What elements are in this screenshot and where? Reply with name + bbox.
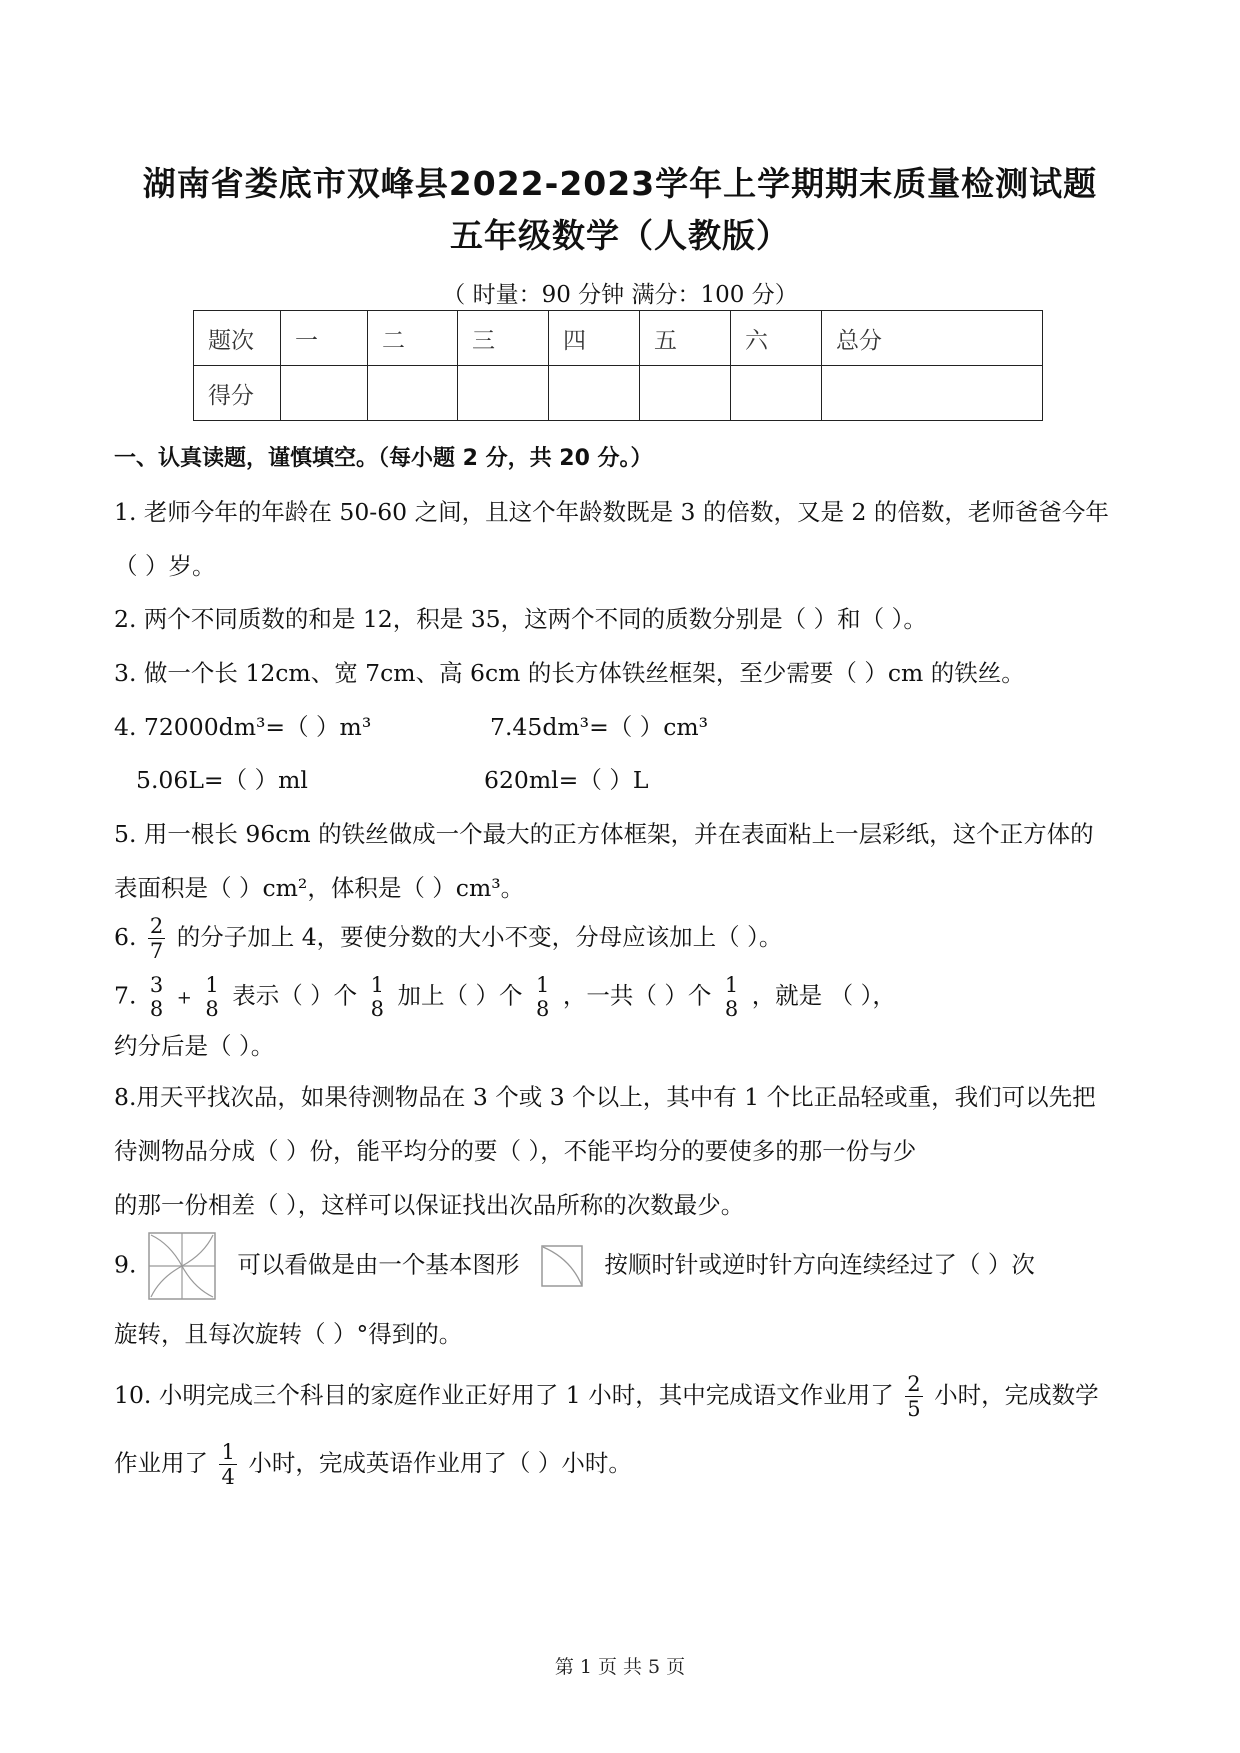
fraction-denominator: 8 xyxy=(536,997,550,1021)
question-9-number: 9. xyxy=(114,1250,137,1279)
question-4-part-4: 620ml=（ ）L xyxy=(484,766,649,794)
plus-sign: + xyxy=(176,987,192,1009)
question-7-text-2: 加上（ ）个 xyxy=(397,981,523,1010)
fraction-denominator: 8 xyxy=(205,997,219,1021)
question-1-line-2: （ ）岁。 xyxy=(114,552,216,580)
fraction-numerator: 2 xyxy=(907,1372,921,1396)
question-7-line-2: 约分后是（ ）。 xyxy=(114,1032,275,1060)
question-10-text-3: 作业用了 xyxy=(114,1449,208,1477)
question-9-line-1 xyxy=(114,1232,1035,1300)
fraction-denominator: 5 xyxy=(907,1397,921,1421)
question-10-line-2 xyxy=(114,1440,632,1489)
question-10-text-4: 小时，完成英语作业用了（ ）小时。 xyxy=(248,1449,632,1477)
exam-time-score-info: （ 时量：90 分钟 满分：100 分） xyxy=(442,282,798,308)
score-table-cell: 四 xyxy=(549,311,640,366)
question-5-line-1: 5. 用一根长 96cm 的铁丝做成一个最大的正方体框架，并在表面粘上一层彩纸，这个正方体的 xyxy=(114,820,1094,848)
section-heading: 一、认真读题，谨慎填空。（每小题 2 分，共 20 分。） xyxy=(114,446,653,471)
question-7-text-1: 表示（ ）个 xyxy=(232,981,358,1010)
score-table-score-row xyxy=(194,366,1043,421)
question-7-text-3: ，一共（ ）个 xyxy=(562,981,712,1010)
pinwheel-figure-icon xyxy=(148,1232,216,1300)
question-8-line-3: 的那一份相差（ ），这样可以保证找出次品所称的次数最少。 xyxy=(114,1191,745,1219)
question-10-text-2: 小时，完成数学 xyxy=(934,1381,1099,1409)
score-input-cell[interactable] xyxy=(731,366,822,421)
fraction-1-8 xyxy=(534,973,551,1021)
question-1-line-1: 1. 老师今年的年龄在 50-60 之间，且这个年龄数既是 3 的倍数，又是 2 的倍数，老师爸爸今年 xyxy=(114,498,1109,526)
score-table-cell: 得分 xyxy=(194,366,281,421)
fraction-3-8 xyxy=(148,973,165,1021)
fraction-numerator: 1 xyxy=(370,973,385,997)
fraction-numerator: 1 xyxy=(221,1440,235,1464)
fraction-numerator: 3 xyxy=(149,973,164,997)
fraction-denominator: 8 xyxy=(724,997,739,1021)
question-6-number: 6. xyxy=(114,923,137,951)
page-number: 第 1 页 共 5 页 xyxy=(554,1656,686,1678)
score-table-cell: 六 xyxy=(731,311,822,366)
question-4-part-1: 4. 72000dm³=（ ）m³ xyxy=(114,713,372,741)
question-9-text-2: 按顺时针或逆时针方向连续经过了（ ）次 xyxy=(604,1250,1035,1279)
question-10-text-1: 10. 小明完成三个科目的家庭作业正好用了 1 小时，其中完成语文作业用了 xyxy=(114,1381,894,1409)
fraction-denominator: 8 xyxy=(370,997,385,1021)
exam-subject-title: 五年级数学（人教版） xyxy=(450,216,790,255)
question-5-line-2: 表面积是（ ）cm²，体积是（ ）cm³。 xyxy=(114,874,525,902)
fraction-2-7 xyxy=(148,914,165,963)
question-4-part-2: 7.45dm³=（ ）cm³ xyxy=(490,713,709,741)
score-table-cell: 总分 xyxy=(822,311,1043,366)
score-table-cell: 题次 xyxy=(194,311,281,366)
fraction-numerator: 1 xyxy=(205,973,219,997)
question-7-line-1 xyxy=(114,973,896,1021)
question-3: 3. 做一个长 12cm、宽 7cm、高 6cm 的长方体铁丝框架，至少需要（ ）cm 的铁丝。 xyxy=(114,659,1025,687)
question-7-number: 7. xyxy=(114,981,137,1010)
question-6-text: 的分子加上 4，要使分数的大小不变，分母应该加上（ ）。 xyxy=(176,923,783,951)
score-table-cell: 三 xyxy=(458,311,549,366)
question-9-line-2: 旋转，且每次旋转（ ）°得到的。 xyxy=(114,1320,463,1348)
score-table-cell: 二 xyxy=(368,311,458,366)
question-10-line-1 xyxy=(114,1372,1099,1421)
question-8-line-2: 待测物品分成（ ）份，能平均分的要（ ），不能平均分的要使多的那一份与少 xyxy=(114,1137,917,1165)
question-6 xyxy=(114,914,782,963)
fraction-1-8 xyxy=(723,973,740,1021)
score-table-cell: 五 xyxy=(640,311,731,366)
score-input-cell[interactable] xyxy=(368,366,458,421)
fraction-numerator: 1 xyxy=(536,973,550,997)
basic-shape-icon xyxy=(541,1245,583,1287)
fraction-2-5 xyxy=(905,1372,922,1421)
question-9-text-1: 可以看做是由一个基本图形 xyxy=(237,1250,520,1279)
fraction-numerator: 1 xyxy=(724,973,739,997)
score-input-cell[interactable] xyxy=(458,366,549,421)
fraction-1-8 xyxy=(203,973,220,1021)
fraction-denominator: 8 xyxy=(149,997,164,1021)
fraction-numerator: 2 xyxy=(149,914,164,938)
fraction-1-4 xyxy=(219,1440,236,1489)
score-table-header-row xyxy=(194,311,1043,366)
question-4-part-3: 5.06L=（ ）ml xyxy=(136,766,308,794)
fraction-denominator: 4 xyxy=(221,1465,235,1489)
fraction-denominator: 7 xyxy=(149,939,164,963)
fraction-1-8 xyxy=(369,973,386,1021)
score-input-cell[interactable] xyxy=(822,366,1043,421)
score-table-cell: 一 xyxy=(281,311,368,366)
score-input-cell[interactable] xyxy=(549,366,640,421)
score-table xyxy=(193,310,1043,421)
question-8-line-1: 8.用天平找次品，如果待测物品在 3 个或 3 个以上，其中有 1 个比正品轻或重，我们可以先把 xyxy=(114,1083,1096,1111)
exam-title: 湖南省娄底市双峰县2022-2023学年上学期期末质量检测试题 xyxy=(142,164,1098,203)
score-input-cell[interactable] xyxy=(281,366,368,421)
score-input-cell[interactable] xyxy=(640,366,731,421)
question-7-text-4: ，就是 （ ）， xyxy=(751,981,896,1010)
question-2: 2. 两个不同质数的和是 12，积是 35，这两个不同的质数分别是（ ）和（ ）。 xyxy=(114,605,927,633)
